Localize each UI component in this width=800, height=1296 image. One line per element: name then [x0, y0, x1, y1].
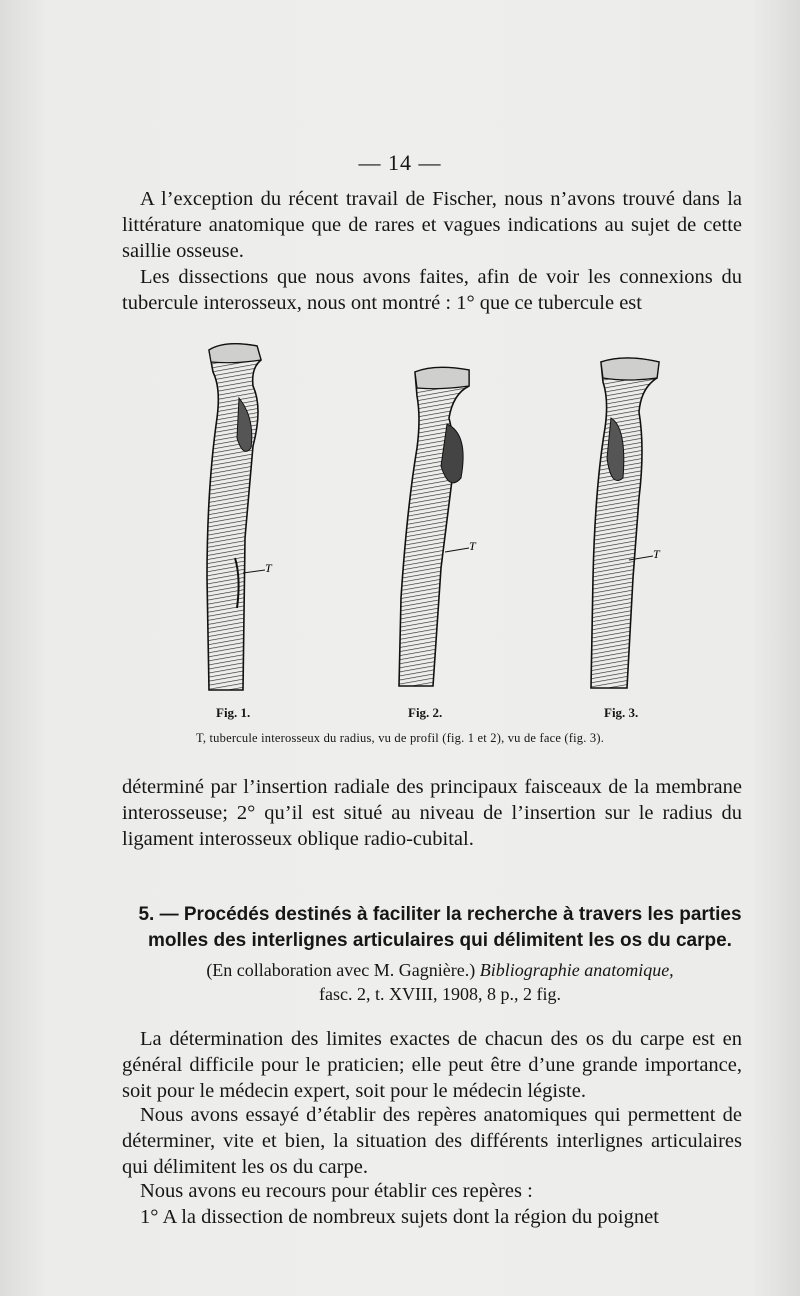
- body-paragraph-1: La détermination des limites exactes de chacun des os du carpe est en général difficile pour le praticien; elle peut être d’une grande importance, soit pour le médecin expert, soit pour le médecin légiste.: [122, 1028, 742, 1102]
- page-number: — 14 —: [358, 150, 442, 175]
- bibliographic-reference: [122, 958, 758, 1006]
- ref-details: fasc. 2, t. XVIII, 1908, 8 p., 2 fig.: [319, 984, 561, 1004]
- continuation-paragraph: déterminé par l’insertion radiale des principaux faisceaux de la membrane interosseuse; 2° qu’il est situé au niveau de l’insertion sur le radius du ligament interosseux oblique radio-cubital.: [122, 776, 742, 850]
- fig3-bone: [591, 358, 659, 688]
- figure-caption: T, tubercule interosseux du radius, vu de profil (fig. 1 et 2), vu de face (fig. 3).: [195, 731, 605, 745]
- bone-illustrations: [195, 338, 675, 698]
- fig1-marker: T: [265, 561, 272, 575]
- fig1-label: Fig. 1.: [216, 705, 251, 720]
- fig3-label: Fig. 3.: [604, 705, 639, 720]
- section-title: 5. — Procédés destinés à faciliter la recherche à travers les parties molles des interlignes articulaires qui délimitent les os du carpe.: [138, 904, 742, 951]
- ref-journal: Bibliographie anatomique,: [479, 960, 674, 980]
- body-paragraph-4: 1° A la dissection de nombreux sujets dont la région du poignet: [140, 1206, 659, 1228]
- fig1-bone: [207, 344, 265, 690]
- intro-paragraph-1: A l’exception du récent travail de Fischer, nous n’avons trouvé dans la littérature anatomique que de rares et vagues indications au sujet de cette saillie osseuse.: [122, 188, 742, 262]
- ref-authors: (En collaboration avec M. Gagnière.): [206, 960, 476, 980]
- body-paragraph-3: Nous avons eu recours pour établir ces repères :: [140, 1180, 533, 1202]
- fig2-bone: [399, 367, 469, 686]
- intro-paragraph-2: Les dissections que nous avons faites, afin de voir les connexions du tubercule interosseux, nous ont montré : 1° que ce tubercule est: [122, 266, 742, 314]
- radius-figures: [195, 338, 675, 698]
- fig3-marker: T: [653, 547, 660, 561]
- fig2-label: Fig. 2.: [408, 705, 443, 720]
- body-paragraph-2: Nous avons essayé d’établir des repères anatomiques qui permettent de déterminer, vite et bien, la situation des différents interlignes articulaires qui délimitent les os du carpe.: [122, 1104, 742, 1178]
- fig2-marker: T: [469, 539, 476, 553]
